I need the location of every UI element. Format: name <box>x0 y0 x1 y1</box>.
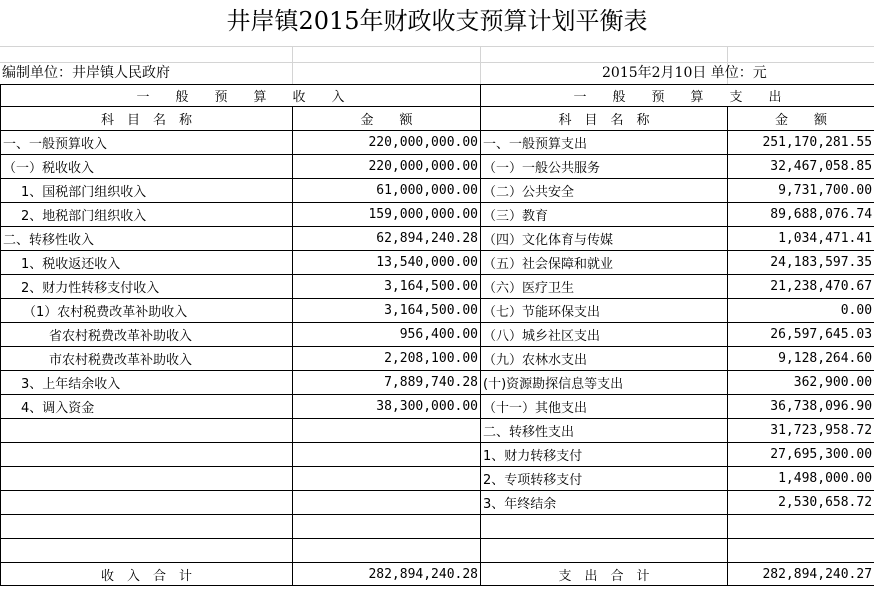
expense-amount-cell[interactable]: 36,738,096.90 <box>728 395 874 419</box>
page-title: 井岸镇2015年财政收支预算计划平衡表 <box>226 7 648 35</box>
expense-subject-cell[interactable]: （一）一般公共服务 <box>481 155 728 179</box>
grid-line <box>480 46 481 84</box>
table-row <box>1 179 874 203</box>
income-subject-cell[interactable] <box>1 443 293 467</box>
income-section-header: 一 般 预 算 收 入 <box>1 85 481 107</box>
expense-total-amount[interactable]: 282,894,240.27 <box>728 563 874 586</box>
budget-table <box>0 84 874 586</box>
income-amount-cell[interactable] <box>293 419 481 443</box>
income-subject-cell[interactable]: 1、国税部门组织收入 <box>1 179 293 203</box>
income-amount-cell[interactable]: 61,000,000.00 <box>293 179 481 203</box>
expense-amount-cell[interactable]: 27,695,300.00 <box>728 443 874 467</box>
column-header-row <box>1 107 874 131</box>
income-amount-cell[interactable]: 220,000,000.00 <box>293 155 481 179</box>
income-total-label[interactable]: 收 入 合 计 <box>1 563 293 586</box>
income-subject-cell[interactable] <box>1 515 293 539</box>
income-amount-cell[interactable]: 220,000,000.00 <box>293 131 481 155</box>
expense-amount-cell[interactable]: 31,723,958.72 <box>728 419 874 443</box>
table-row <box>1 371 874 395</box>
section-header-row <box>1 85 874 107</box>
income-subject-cell[interactable]: （一）税收收入 <box>1 155 293 179</box>
income-amount-cell[interactable]: 13,540,000.00 <box>293 251 481 275</box>
table-row <box>1 515 874 539</box>
budget-table-body <box>1 85 874 586</box>
income-amount-cell[interactable] <box>293 491 481 515</box>
expense-amount-cell[interactable]: 21,238,470.67 <box>728 275 874 299</box>
expense-subject-header: 科 目 名 称 <box>481 107 728 131</box>
expense-amount-cell[interactable]: 362,900.00 <box>728 371 874 395</box>
income-amount-cell[interactable]: 38,300,000.00 <box>293 395 481 419</box>
expense-subject-cell[interactable]: （四）文化体育与传媒 <box>481 227 728 251</box>
expense-subject-cell[interactable] <box>481 539 728 563</box>
table-row <box>1 539 874 563</box>
expense-amount-cell[interactable]: 9,128,264.60 <box>728 347 874 371</box>
expense-subject-cell[interactable]: (十)资源勘探信息等支出 <box>481 371 728 395</box>
expense-subject-cell[interactable]: （三）教育 <box>481 203 728 227</box>
income-subject-header: 科 目 名 称 <box>1 107 293 131</box>
table-row <box>1 227 874 251</box>
expense-amount-cell[interactable]: 2,530,658.72 <box>728 491 874 515</box>
expense-subject-cell[interactable]: （十一）其他支出 <box>481 395 728 419</box>
income-amount-cell[interactable] <box>293 467 481 491</box>
income-amount-cell[interactable] <box>293 443 481 467</box>
table-row <box>1 203 874 227</box>
expense-amount-cell[interactable]: 32,467,058.85 <box>728 155 874 179</box>
expense-total-label[interactable]: 支 出 合 计 <box>481 563 728 586</box>
grid-line <box>292 46 293 84</box>
org-label: 编制单位：井岸镇人民政府 <box>2 65 170 81</box>
table-row <box>1 491 874 515</box>
expense-subject-cell[interactable]: 3、年终结余 <box>481 491 728 515</box>
table-row <box>1 299 874 323</box>
table-row <box>1 395 874 419</box>
income-subject-cell[interactable]: （1）农村税费改革补助收入 <box>1 299 293 323</box>
expense-amount-cell[interactable]: 89,688,076.74 <box>728 203 874 227</box>
table-row <box>1 251 874 275</box>
table-row <box>1 155 874 179</box>
expense-subject-cell[interactable]: 1、财力转移支付 <box>481 443 728 467</box>
table-row <box>1 131 874 155</box>
income-subject-cell[interactable]: 2、财力性转移支付收入 <box>1 275 293 299</box>
expense-amount-cell[interactable]: 1,034,471.41 <box>728 227 874 251</box>
expense-subject-cell[interactable]: 二、转移性支出 <box>481 419 728 443</box>
table-row <box>1 275 874 299</box>
expense-amount-cell[interactable]: 251,170,281.55 <box>728 131 874 155</box>
grid-line <box>0 46 874 47</box>
expense-subject-cell[interactable]: （七）节能环保支出 <box>481 299 728 323</box>
expense-amount-cell[interactable]: 24,183,597.35 <box>728 251 874 275</box>
date-unit-label: 2015年2月10日 单位：元 <box>602 65 767 81</box>
expense-subject-cell[interactable]: 一、一般预算支出 <box>481 131 728 155</box>
income-amount-cell[interactable]: 159,000,000.00 <box>293 203 481 227</box>
income-amount-cell[interactable]: 3,164,500.00 <box>293 299 481 323</box>
table-row <box>1 323 874 347</box>
income-subject-cell[interactable]: 4、调入资金 <box>1 395 293 419</box>
table-row <box>1 419 874 443</box>
income-subject-cell[interactable] <box>1 467 293 491</box>
income-subject-cell[interactable]: 2、地税部门组织收入 <box>1 203 293 227</box>
income-subject-cell[interactable]: 一、一般预算收入 <box>1 131 293 155</box>
expense-section-header: 一 般 预 算 支 出 <box>481 85 874 107</box>
expense-amount-cell[interactable]: 9,731,700.00 <box>728 179 874 203</box>
income-subject-cell[interactable] <box>1 491 293 515</box>
income-subject-cell[interactable]: 1、税收返还收入 <box>1 251 293 275</box>
income-subject-cell[interactable]: 省农村税费改革补助收入 <box>1 323 293 347</box>
income-subject-cell[interactable]: 市农村税费改革补助收入 <box>1 347 293 371</box>
income-amount-cell[interactable]: 7,889,740.28 <box>293 371 481 395</box>
income-subject-cell[interactable] <box>1 419 293 443</box>
expense-amount-header: 金 额 <box>728 107 874 131</box>
expense-subject-cell[interactable]: 2、专项转移支付 <box>481 467 728 491</box>
expense-amount-cell[interactable]: 26,597,645.03 <box>728 323 874 347</box>
income-amount-cell[interactable]: 62,894,240.28 <box>293 227 481 251</box>
expense-amount-cell[interactable] <box>728 539 874 563</box>
income-subject-cell[interactable]: 二、转移性收入 <box>1 227 293 251</box>
expense-subject-cell[interactable] <box>481 515 728 539</box>
total-row <box>1 563 874 586</box>
expense-subject-cell[interactable]: （二）公共安全 <box>481 179 728 203</box>
income-subject-cell[interactable] <box>1 539 293 563</box>
income-total-amount[interactable]: 282,894,240.28 <box>293 563 481 586</box>
expense-subject-cell[interactable]: （五）社会保障和就业 <box>481 251 728 275</box>
expense-amount-cell[interactable] <box>728 515 874 539</box>
expense-subject-cell[interactable]: （九）农林水支出 <box>481 347 728 371</box>
expense-subject-cell[interactable]: （八）城乡社区支出 <box>481 323 728 347</box>
grid-line <box>0 62 874 63</box>
income-amount-cell[interactable] <box>293 539 481 563</box>
table-row <box>1 347 874 371</box>
table-row <box>1 467 874 491</box>
table-row <box>1 443 874 467</box>
income-amount-cell[interactable]: 956,400.00 <box>293 323 481 347</box>
income-subject-cell[interactable]: 3、上年结余收入 <box>1 371 293 395</box>
income-amount-header: 金 额 <box>293 107 481 131</box>
income-amount-cell[interactable]: 3,164,500.00 <box>293 275 481 299</box>
expense-amount-cell[interactable]: 0.00 <box>728 299 874 323</box>
income-amount-cell[interactable]: 2,208,100.00 <box>293 347 481 371</box>
income-amount-cell[interactable] <box>293 515 481 539</box>
expense-amount-cell[interactable]: 1,498,000.00 <box>728 467 874 491</box>
expense-subject-cell[interactable]: （六）医疗卫生 <box>481 275 728 299</box>
